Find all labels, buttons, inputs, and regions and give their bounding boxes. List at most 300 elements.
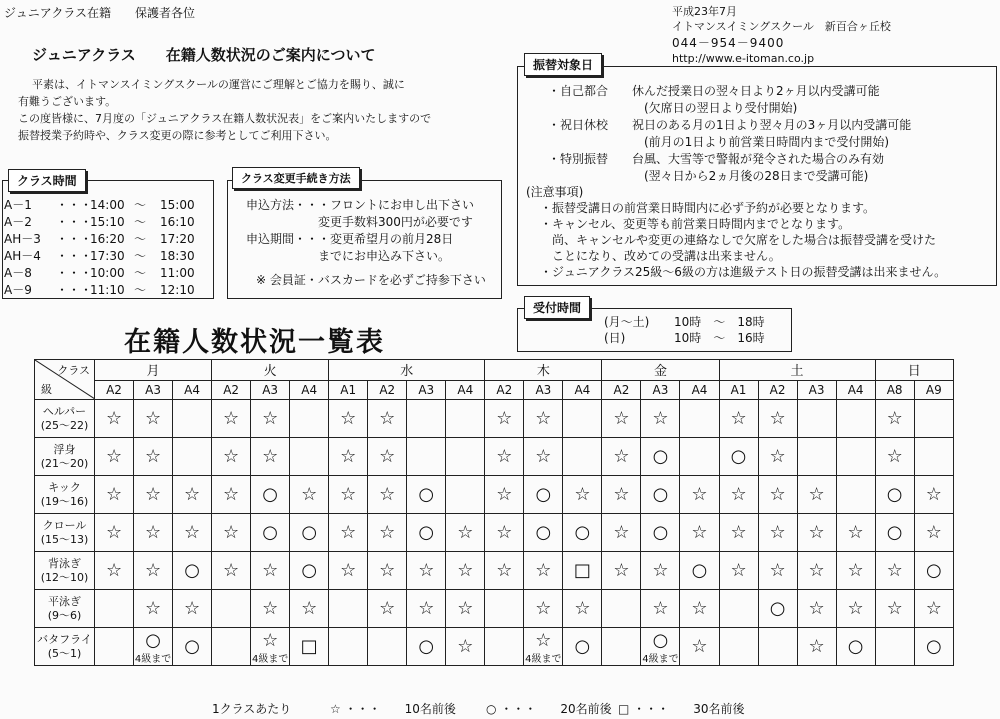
circle-icon: [524, 514, 563, 552]
procedure-line: 変更手数料300円が必要です: [246, 215, 473, 229]
empty-cell: [836, 476, 875, 514]
class-dots: ・・・: [56, 232, 93, 246]
class-end: 17:20: [160, 232, 195, 246]
cell-symbol: ☆: [613, 446, 630, 467]
cell-symbol: ○: [418, 636, 435, 657]
star-icon: [485, 514, 524, 552]
cell-symbol: ☆: [730, 408, 747, 429]
star-icon: [134, 438, 173, 476]
cell-symbol: ○: [652, 446, 669, 467]
star-icon: [602, 514, 641, 552]
star-icon: [602, 438, 641, 476]
makeup-line: ・自己都合 休んだ授業日の翌々日より2ヶ月以内受講可能: [548, 84, 880, 98]
star-icon: [173, 476, 212, 514]
star-icon: [797, 552, 836, 590]
star-icon: [680, 628, 719, 666]
cell-symbol: ☆: [574, 484, 591, 505]
cell-symbol: ☆: [691, 484, 708, 505]
cell-symbol: ☆: [144, 598, 162, 619]
star-icon: [524, 590, 563, 628]
cell-symbol: ☆: [925, 522, 942, 543]
cell-symbol: ○: [730, 446, 747, 467]
empty-cell: [836, 400, 875, 438]
school-name: イトマンスイミングスクール 新百合ヶ丘校: [672, 20, 891, 33]
level-label: [35, 476, 95, 514]
cell-symbol: ☆: [808, 560, 825, 581]
cell-symbol: ☆: [808, 522, 825, 543]
level-name: キック: [48, 480, 81, 494]
circle-icon: [251, 476, 290, 514]
star-icon: [680, 590, 719, 628]
star-icon: [641, 590, 680, 628]
change-procedure-label: クラス変更手続き方法: [232, 167, 360, 189]
cell-symbol: ☆: [457, 560, 474, 581]
class-times-label: クラス時間: [8, 169, 86, 192]
class-times-list: [4, 197, 200, 299]
cell-symbol: ☆: [496, 522, 513, 543]
star-icon: [368, 400, 407, 438]
cell-symbol: ☆: [769, 484, 786, 505]
intro-text: [18, 76, 431, 144]
cell-symbol: ☆: [379, 598, 396, 619]
level-range: (12～10): [40, 570, 89, 584]
legend-text: 30名前後: [693, 702, 745, 716]
table-title: 在籍人数状況一覧表: [124, 327, 385, 358]
level-range: (9～6): [47, 608, 82, 622]
legend-item-square: [618, 700, 744, 717]
star-icon: [212, 476, 251, 514]
cell-symbol: ☆: [535, 408, 552, 429]
class-header: A3: [641, 380, 680, 400]
star-icon: [758, 400, 797, 438]
class-sep: ～: [134, 232, 147, 246]
notes-title: (注意事項): [526, 185, 584, 199]
cell-symbol: ☆: [340, 560, 357, 581]
class-end: 11:00: [160, 266, 195, 280]
cell-symbol: ☆: [925, 484, 942, 505]
level-name: 背泳ぎ: [48, 556, 81, 570]
circle-icon: [251, 514, 290, 552]
square-icon: □: [618, 702, 630, 716]
empty-cell: [836, 438, 875, 476]
cell-symbol: ☆: [223, 522, 240, 543]
level-label: [35, 438, 95, 476]
cell-symbol: ☆: [379, 446, 396, 467]
cell-symbol: ☆: [105, 446, 123, 467]
makeup-label: 振替対象日: [524, 53, 602, 76]
star-icon: [641, 400, 680, 438]
cell-symbol: ☆: [340, 408, 357, 429]
empty-cell: [446, 438, 485, 476]
cell-symbol: ☆: [223, 446, 240, 467]
star-icon: [875, 438, 914, 476]
class-time-row: [4, 231, 200, 248]
note-line: ・振替受講日の前営業日時間内に必ず予約が必要となります。: [540, 201, 876, 215]
cell-symbol: ☆: [535, 598, 552, 619]
star-icon: [719, 476, 758, 514]
star-icon: [797, 514, 836, 552]
circle-icon: [680, 552, 719, 590]
star-icon: [134, 590, 173, 628]
class-time-row: [4, 265, 200, 282]
star-icon: [446, 628, 485, 666]
level-label: [35, 514, 95, 552]
star-icon: [485, 476, 524, 514]
reception-sep: ～: [713, 315, 726, 329]
star-icon: [134, 514, 173, 552]
star-icon: [368, 514, 407, 552]
cell-symbol: ☆: [144, 408, 162, 429]
class-sep: ～: [134, 198, 147, 212]
star-icon: ☆: [330, 702, 341, 716]
procedure-note: ※ 会員証・バスカードを必ずご持参下さい: [256, 273, 486, 287]
table-row: [35, 438, 954, 476]
cell-symbol: ☆: [457, 636, 474, 657]
cell-symbol: ☆: [613, 484, 630, 505]
reception-hours: [604, 314, 765, 346]
star-icon: [212, 552, 251, 590]
cell-symbol: ☆: [184, 598, 201, 619]
cell-symbol: ○: [574, 636, 591, 657]
class-dots: ・・・: [56, 215, 93, 229]
cell-symbol: ○: [535, 522, 552, 543]
cell-symbol: ☆: [496, 408, 513, 429]
class-header: A2: [368, 380, 407, 400]
table-corner: [35, 360, 95, 400]
empty-cell: [563, 400, 602, 438]
star-icon: [875, 400, 914, 438]
cell-symbol: ○: [652, 630, 669, 651]
reception-sep: ～: [713, 331, 726, 345]
cell-symbol: ☆: [262, 408, 279, 429]
empty-cell: [173, 400, 212, 438]
star-icon: [368, 590, 407, 628]
star-icon: [173, 590, 212, 628]
legend-dots: ・・・: [344, 702, 381, 716]
note-line: ことになり、改めての受講は出来ません。: [540, 249, 781, 263]
star-icon: [563, 590, 602, 628]
reception-days: (日): [604, 331, 626, 345]
day-header: 月: [95, 360, 212, 381]
cell-symbol: ☆: [808, 598, 825, 619]
star-icon: [563, 476, 602, 514]
star-icon: [407, 552, 446, 590]
legend-item-star: [330, 700, 456, 717]
makeup-line: (欠席日の翌日より受付開始): [548, 101, 798, 115]
class-code: A－2: [4, 215, 32, 229]
star-icon: [212, 514, 251, 552]
cell-symbol: ☆: [340, 446, 357, 467]
cell-symbol: ☆: [144, 484, 162, 505]
class-header: A4: [290, 380, 329, 400]
class-header: A2: [758, 380, 797, 400]
star-icon: [485, 400, 524, 438]
level-label: [35, 590, 95, 628]
circle-icon: [641, 438, 680, 476]
class-end: 16:10: [160, 215, 195, 229]
class-header: A4: [173, 380, 212, 400]
cell-symbol: ○: [184, 636, 200, 657]
cell-symbol: ☆: [613, 560, 630, 581]
level-range: (21～20): [40, 456, 89, 470]
class-time-row: [4, 214, 200, 231]
legend-dots: ・・・: [500, 702, 537, 716]
cell-symbol: ☆: [847, 598, 864, 619]
class-start: 14:00: [90, 198, 125, 212]
circle-icon: [563, 628, 602, 666]
class-header: A4: [680, 380, 719, 400]
circle-icon: [134, 628, 173, 666]
class-time-row: [4, 197, 200, 214]
cell-symbol: ○: [769, 598, 786, 619]
class-header: A3: [407, 380, 446, 400]
cell-symbol: ☆: [496, 484, 513, 505]
empty-cell: [485, 590, 524, 628]
cell-symbol: □: [300, 636, 318, 657]
cell-symbol: ☆: [691, 522, 708, 543]
cell-symbol: ☆: [808, 484, 825, 505]
star-icon: [836, 514, 875, 552]
circle-icon: [173, 628, 212, 666]
cell-symbol: ☆: [496, 446, 513, 467]
star-icon: [95, 514, 134, 552]
cell-symbol: ☆: [379, 522, 396, 543]
circle-icon: [875, 514, 914, 552]
star-icon: [290, 590, 329, 628]
star-icon: [797, 628, 836, 666]
star-icon: [134, 552, 173, 590]
star-icon: [758, 476, 797, 514]
cell-symbol: ☆: [769, 560, 786, 581]
cell-symbol: ☆: [457, 522, 474, 543]
cell-symbol: ○: [262, 484, 278, 505]
class-header: A9: [914, 380, 953, 400]
star-icon: [173, 514, 212, 552]
empty-cell: [407, 438, 446, 476]
star-icon: [407, 590, 446, 628]
empty-cell: [485, 628, 524, 666]
cell-symbol: ☆: [535, 630, 552, 651]
circle-icon: [290, 552, 329, 590]
cell-symbol: ○: [652, 484, 669, 505]
cell-symbol: ☆: [262, 446, 279, 467]
star-icon: [251, 400, 290, 438]
class-start: 11:10: [90, 283, 125, 297]
class-header: A2: [602, 380, 641, 400]
star-icon: [290, 476, 329, 514]
recipient-line: ジュニアクラス在籍 保護者各位: [4, 6, 196, 20]
level-limit-note: 4級まで: [642, 654, 679, 665]
cell-symbol: ☆: [808, 636, 825, 657]
star-icon: [524, 438, 563, 476]
level-name: 平泳ぎ: [48, 594, 81, 608]
star-icon: [446, 514, 485, 552]
cell-symbol: ☆: [691, 598, 708, 619]
cell-symbol: ○: [574, 522, 591, 543]
star-icon: [680, 514, 719, 552]
empty-cell: [446, 476, 485, 514]
class-sep: ～: [134, 283, 147, 297]
class-header: A1: [719, 380, 758, 400]
star-icon: [329, 400, 368, 438]
star-icon: [797, 590, 836, 628]
cell-symbol: ☆: [223, 408, 240, 429]
star-icon: [329, 438, 368, 476]
circle-icon: [641, 476, 680, 514]
circle-icon: [641, 628, 680, 666]
class-dots: ・・・: [56, 198, 93, 212]
cell-symbol: ☆: [418, 598, 435, 619]
cell-symbol: ☆: [105, 522, 123, 543]
cell-symbol: ○: [886, 522, 903, 543]
table-row: [35, 628, 954, 666]
class-end: 18:30: [160, 249, 195, 263]
class-header: A4: [836, 380, 875, 400]
cell-symbol: ☆: [144, 560, 162, 581]
level-name: 浮身: [53, 442, 76, 456]
cell-symbol: ☆: [144, 522, 162, 543]
cell-symbol: ☆: [613, 522, 630, 543]
procedure-line: 申込方法・・・フロントにお申し出下さい: [246, 198, 475, 212]
circle-icon: [563, 514, 602, 552]
reception-start: 10時: [674, 315, 702, 329]
empty-cell: [875, 628, 914, 666]
reception-start: 10時: [674, 331, 702, 345]
class-end: 12:10: [160, 283, 195, 297]
level-limit-note: 4級まで: [525, 654, 562, 665]
star-icon: [914, 476, 953, 514]
day-header: 土: [719, 360, 875, 381]
cell-symbol: ○: [418, 484, 435, 505]
star-icon: [95, 438, 134, 476]
intro-line: 平素は、イトマンスイミングスクールの運営にご理解とご協力を賜り、誠に: [32, 78, 405, 91]
star-icon: [524, 552, 563, 590]
class-start: 16:20: [90, 232, 125, 246]
cell-symbol: ☆: [262, 598, 279, 619]
cell-symbol: ○: [925, 636, 942, 657]
class-header: A1: [329, 380, 368, 400]
cell-symbol: ○: [184, 560, 200, 581]
star-icon: [719, 552, 758, 590]
cell-symbol: ☆: [379, 408, 396, 429]
empty-cell: [212, 590, 251, 628]
cell-symbol: ☆: [144, 446, 162, 467]
class-start: 15:10: [90, 215, 125, 229]
cell-symbol: ☆: [535, 560, 552, 581]
website-url[interactable]: http://www.e-itoman.co.jp: [672, 52, 815, 65]
empty-cell: [680, 400, 719, 438]
corner-level-label: 級: [41, 383, 52, 396]
enrollment-table: [34, 359, 954, 666]
cell-symbol: ☆: [496, 560, 513, 581]
cell-symbol: ☆: [847, 522, 864, 543]
empty-cell: [563, 438, 602, 476]
empty-cell: [329, 590, 368, 628]
star-icon: [914, 514, 953, 552]
level-label: [35, 628, 95, 666]
empty-cell: [290, 400, 329, 438]
cell-symbol: ☆: [379, 484, 396, 505]
class-code: A－9: [4, 283, 32, 297]
empty-cell: [758, 628, 797, 666]
corner-class-label: クラス: [57, 364, 90, 377]
star-icon: [95, 400, 134, 438]
level-name: バタフライ: [37, 632, 92, 646]
star-icon: [329, 476, 368, 514]
circle-icon: [914, 552, 953, 590]
note-line: ・ジュニアクラス25級～6級の方は進級テスト日の振替受講は出来ません。: [540, 265, 947, 279]
cell-symbol: ☆: [262, 630, 279, 651]
day-header: 日: [875, 360, 953, 381]
circle-icon: [407, 628, 446, 666]
table-row: [35, 552, 954, 590]
cell-symbol: ☆: [535, 446, 552, 467]
cell-symbol: ☆: [886, 408, 903, 429]
cell-symbol: ☆: [769, 408, 786, 429]
star-icon: [641, 552, 680, 590]
empty-cell: [602, 628, 641, 666]
class-header: A3: [134, 380, 173, 400]
level-range: (25～22): [40, 418, 89, 432]
star-icon: [602, 400, 641, 438]
empty-cell: [680, 438, 719, 476]
star-icon: [134, 476, 173, 514]
cell-symbol: ☆: [301, 598, 318, 619]
star-icon: [797, 476, 836, 514]
reception-end: 18時: [737, 315, 765, 329]
reception-label: 受付時間: [524, 296, 590, 319]
cell-symbol: ☆: [105, 408, 123, 429]
star-icon: [914, 590, 953, 628]
procedure-line: 申込期間・・・変更希望月の前月28日: [246, 232, 454, 246]
circle-icon: [719, 438, 758, 476]
star-icon: [251, 628, 290, 666]
star-icon: [758, 552, 797, 590]
empty-cell: [212, 628, 251, 666]
cell-symbol: ○: [535, 484, 552, 505]
star-icon: [446, 552, 485, 590]
cell-symbol: ☆: [301, 484, 318, 505]
level-name: ヘルパー: [42, 404, 87, 418]
table-row: [35, 514, 954, 552]
empty-cell: [602, 590, 641, 628]
cell-symbol: ☆: [223, 484, 240, 505]
class-time-row: [4, 248, 200, 265]
cell-symbol: ○: [886, 484, 903, 505]
cell-symbol: ☆: [184, 484, 201, 505]
class-code: A－8: [4, 266, 32, 280]
class-dots: ・・・: [56, 266, 93, 280]
class-header: A3: [797, 380, 836, 400]
class-header: A4: [563, 380, 602, 400]
cell-symbol: ☆: [925, 598, 942, 619]
class-header: A2: [95, 380, 134, 400]
class-code: AH－3: [4, 232, 41, 246]
empty-cell: [914, 438, 953, 476]
reception-days: (月～土): [604, 315, 650, 329]
star-icon: [251, 438, 290, 476]
procedure-line: までにお申込み下さい。: [246, 249, 451, 263]
class-header: A2: [485, 380, 524, 400]
star-icon: [602, 476, 641, 514]
class-time-row: [4, 282, 200, 299]
cell-symbol: ○: [691, 560, 708, 581]
class-sep: ～: [134, 266, 147, 280]
class-code: A－1: [4, 198, 32, 212]
empty-cell: [797, 438, 836, 476]
level-range: (15～13): [40, 532, 89, 546]
note-line: 尚、キャンセルや変更の連絡なしで欠席をした場合は振替受講を受けた: [540, 233, 937, 247]
